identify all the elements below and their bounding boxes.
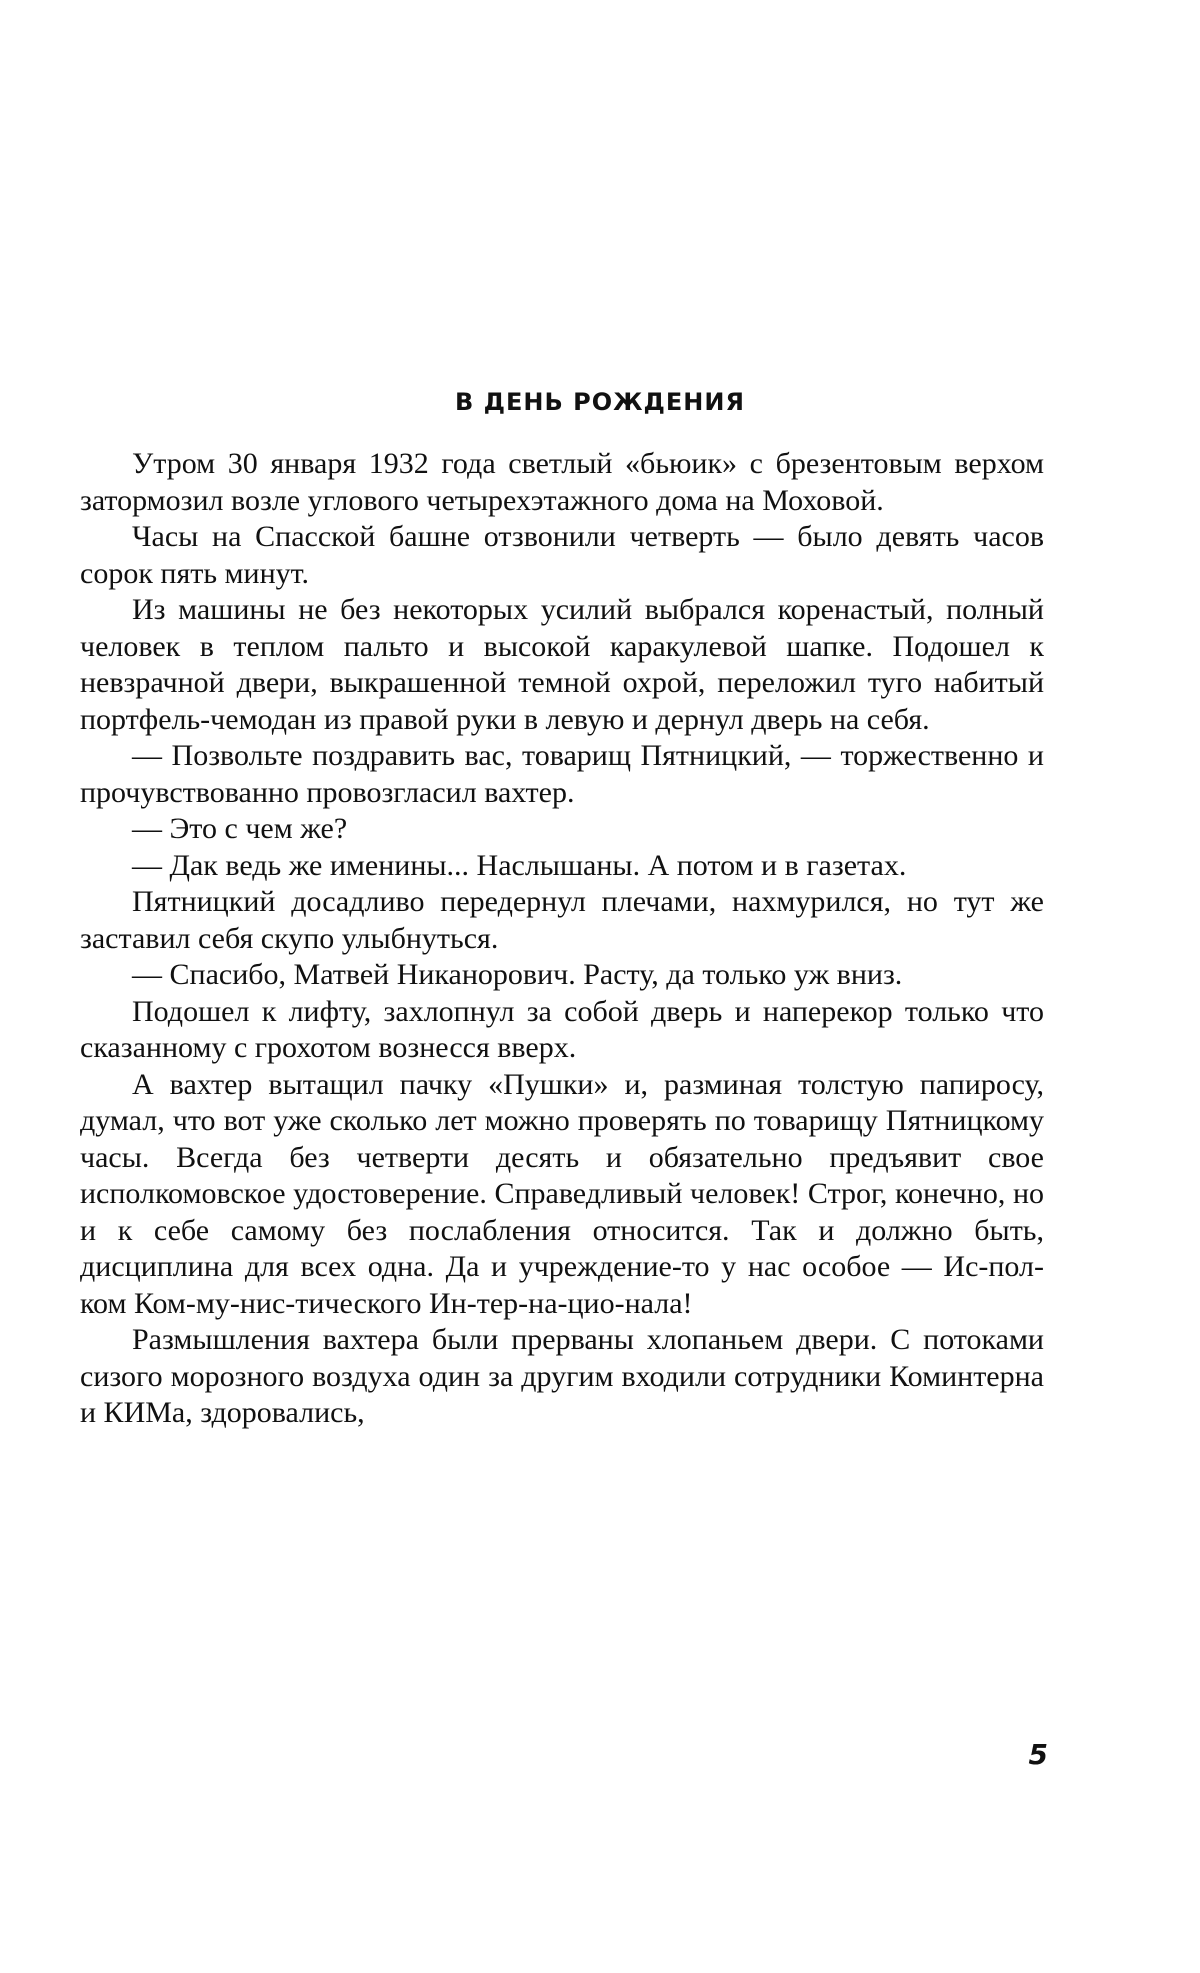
body-text	[80, 446, 1044, 1432]
paragraph: — Спасибо, Матвей Никанорович. Расту, да только уж вниз.	[132, 958, 903, 991]
chapter-title: В ДЕНЬ РОЖДЕНИЯ	[455, 388, 745, 416]
page-number: 5	[1028, 1738, 1048, 1771]
paragraph: Размышления вахтера были прерваны хлопаньем двери. С потоками сизого морозного воздуха один за другим входили сотрудники Коминтерна и КИМа, здоровались,	[80, 1323, 1044, 1429]
paragraph: — Позвольте поздравить вас, товарищ Пятницкий, — торжественно и прочувствованно провозгласил вахтер.	[80, 739, 1044, 809]
paragraph: Утром 30 января 1932 года светлый «бьюик» с брезентовым верхом затормозил возле углового четырехэтажного дома на Моховой.	[80, 447, 1044, 517]
paragraph: — Это с чем же?	[132, 812, 348, 845]
paragraph: А вахтер вытащил пачку «Пушки» и, разминая толстую папиросу, думал, что вот уже сколько лет можно проверять по товарищу Пятницкому часы. Всегда без четверти десять и обязательно предъявит свое исполкомовское удостоверение. Справедливый человек! Строг, конечно, но и к себе самому без послабления относится. Так и должно быть, дисциплина для всех одна. Да и учреждение-то у нас особое — Ис-пол-ком Ком-му-нис-тического Ин-тер-на-цио-нала!	[80, 1067, 1044, 1320]
paragraph: — Дак ведь же именины... Наслышаны. А потом и в газетах.	[132, 848, 907, 882]
paragraph: Пятницкий досадливо передернул плечами, нахмурился, но тут же заставил себя скупо улыбнуться.	[80, 885, 1044, 955]
paragraph: Часы на Спасской башне отзвонили четверть — было девять часов сорок пять минут.	[80, 520, 1044, 590]
paragraph: Подошел к лифту, захлопнул за собой дверь и наперекор только что сказанному с грохотом вознесся вверх.	[80, 994, 1044, 1064]
paragraph: Из машины не без некоторых усилий выбрался коренастый, полный человек в теплом пальто и высокой каракулевой шапке. Подошел к невзрачной двери, выкрашенной темной охрой, переложил туго набитый портфель-чемодан из правой руки в левую и дернул дверь на себя.	[80, 593, 1044, 736]
